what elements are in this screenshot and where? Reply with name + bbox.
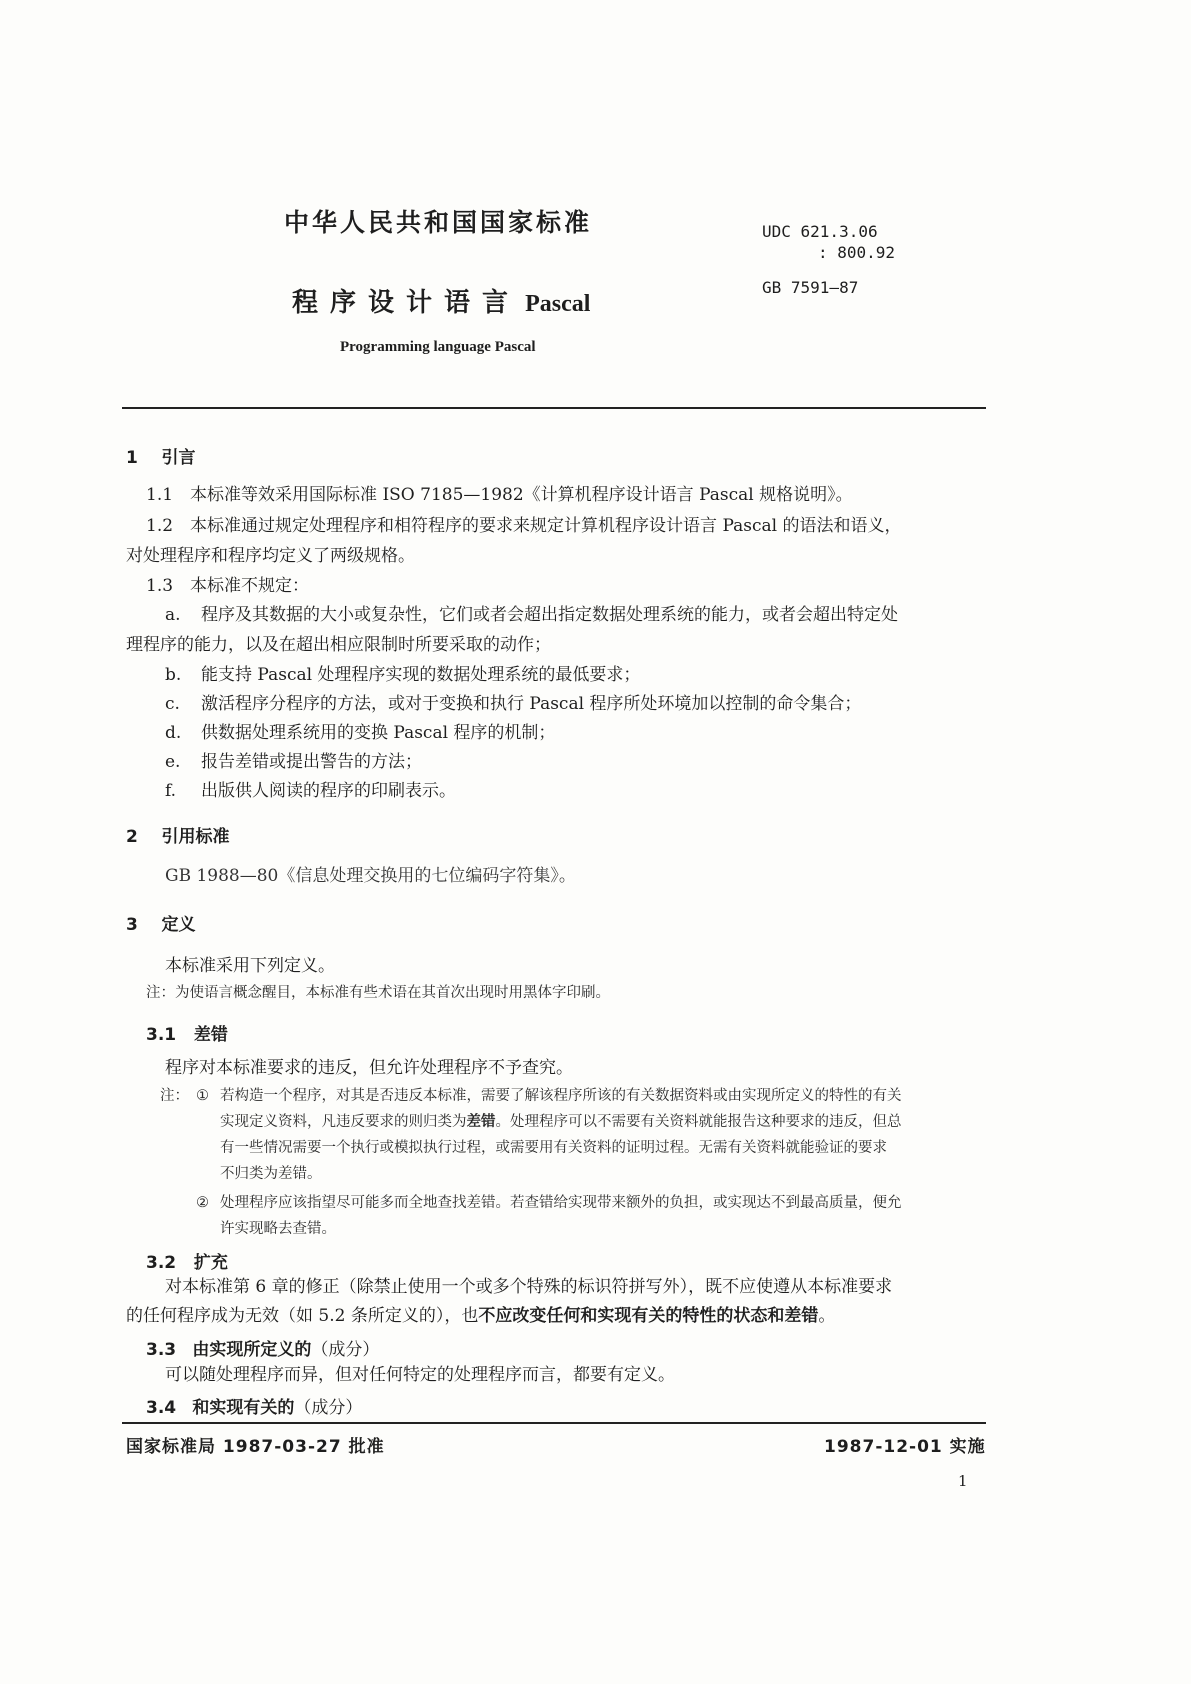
clause-3-2-heading [146, 1248, 228, 1273]
list-item-c [165, 693, 861, 715]
title-pascal: Pascal [525, 291, 591, 317]
note-1-term-error: 差错 [466, 1114, 496, 1130]
clause-3-2-line-2 [126, 1305, 835, 1327]
clause-3-2-title: 扩充 [193, 1253, 228, 1273]
clause-3-4-heading [146, 1393, 362, 1418]
clause-3-1-heading [146, 1020, 228, 1045]
gb-code: GB 7591—87 [762, 278, 859, 297]
title-chinese: 程序设计语言 [292, 288, 521, 318]
note-1-line-4: 不归类为差错。 [220, 1166, 322, 1182]
clause-3-3-heading [146, 1335, 379, 1360]
section-3-heading [126, 910, 196, 935]
section-2-number: 2 [126, 827, 138, 847]
section-2-title: 引用标准 [161, 827, 230, 847]
clause-3-3-title-suffix: （成分） [311, 1340, 380, 1360]
list-item-e-text: 报告差错或提出警告的方法； [201, 752, 422, 772]
clause-1-2-line-1: 1.2 本标准通过规定处理程序和相符程序的要求来规定计算机程序设计语言 Pascal 的语法和语义， [146, 516, 902, 536]
note-1-marker: ① [196, 1088, 209, 1104]
clause-3-1-title: 差错 [193, 1025, 228, 1045]
page-number: 1 [958, 1472, 968, 1490]
clause-3-1-text: 程序对本标准要求的违反，但允许处理程序不予查究。 [165, 1058, 573, 1078]
clause-3-2-line-2-end: 。 [818, 1306, 836, 1326]
footer-rule [122, 1422, 986, 1424]
clause-3-1-number: 3.1 [146, 1025, 177, 1045]
national-standard-heading: 中华人民共和国国家标准 [284, 208, 593, 237]
section-1-title: 引言 [161, 448, 196, 468]
list-item-d-text: 供数据处理系统用的变换 Pascal 程序的机制； [201, 723, 556, 743]
clause-3-2-line-1: 对本标准第 6 章的修正（除禁止使用一个或多个特殊的标识符拼写外），既不应使遵从本标准要求 [165, 1277, 893, 1297]
list-item-a-continuation: 理程序的能力，以及在超出相应限制时所要采取的动作； [126, 635, 551, 655]
list-item-a-label: a. [165, 605, 181, 625]
clause-3-4-title: 和实现有关的 [192, 1398, 295, 1418]
note-1-line-3: 有一些情况需要一个执行或模拟执行过程，或需要用有关资料的证明过程。无需有关资料就能验证的要求 [220, 1140, 887, 1156]
referenced-standard: GB 1988—80《信息处理交换用的七位编码字符集》。 [165, 866, 576, 886]
title-english: Programming language Pascal [340, 339, 536, 355]
clause-1-1: 1.1 本标准等效采用国际标准 ISO 7185—1982《计算机程序设计语言 Pascal 规格说明》。 [146, 485, 853, 505]
clause-3-3-title: 由实现所定义的 [192, 1340, 312, 1360]
clause-1-2-line-2: 对处理程序和程序均定义了两级规格。 [126, 546, 415, 566]
note-1-line-2 [220, 1112, 902, 1132]
section-1-number: 1 [126, 448, 138, 468]
list-item-e [165, 751, 422, 773]
clause-3-3-text: 可以随处理程序而异，但对任何特定的处理程序而言，都要有定义。 [165, 1365, 675, 1385]
approval-line: 国家标准局 1987-03-27 批准 [126, 1437, 385, 1457]
header-rule [122, 407, 986, 409]
note-1-line-2-end: 。处理程序可以不需要有关资料就能报告这种要求的违反，但总 [495, 1114, 902, 1130]
clause-3-2-line-2-start: 的任何程序成为无效（如 5.2 条所定义的），也 [126, 1306, 479, 1326]
list-item-d-label: d. [165, 723, 182, 743]
list-item-d [165, 722, 555, 744]
list-item-e-label: e. [165, 752, 181, 772]
list-item-a [165, 604, 898, 626]
clause-3-2-bold-term: 不应改变任何和实现有关的特性的状态和差错 [478, 1306, 819, 1326]
udc-line-2: : 800.92 [818, 243, 896, 262]
clause-1-3: 1.3 本标准不规定： [146, 576, 310, 596]
list-item-b-label: b. [165, 665, 182, 685]
note-2-marker: ② [196, 1195, 209, 1211]
list-item-c-label: c. [165, 694, 180, 714]
list-item-f-label: f. [165, 781, 177, 801]
clause-3-1-note-label: 注： [160, 1088, 189, 1104]
section-3-note: 注：为使语言概念醒目，本标准有些术语在其首次出现时用黑体字印刷。 [146, 985, 610, 1001]
note-2-line-1: 处理程序应该指望尽可能多而全地查找差错。若查错给实现带来额外的负担，或实现达不到最高质量，便允 [220, 1195, 902, 1211]
section-3-intro: 本标准采用下列定义。 [165, 956, 335, 976]
clause-3-2-number: 3.2 [146, 1253, 177, 1273]
list-item-f-text: 出版供人阅读的程序的印刷表示。 [201, 781, 456, 801]
list-item-c-text: 激活程序分程序的方法，或对于变换和执行 Pascal 程序所处环境加以控制的命令集合； [201, 694, 862, 714]
document-title [292, 282, 590, 319]
list-item-f [165, 780, 456, 802]
udc-line-1: UDC 621.3.06 [762, 222, 878, 241]
section-3-number: 3 [126, 915, 138, 935]
note-2-line-2: 许实现略去查错。 [220, 1221, 336, 1237]
section-1-heading [126, 443, 196, 468]
note-1-line-2-start: 实现定义资料，凡违反要求的则归类为 [220, 1114, 467, 1130]
section-3-title: 定义 [161, 915, 196, 935]
effective-date: 1987-12-01 实施 [824, 1437, 986, 1457]
clause-3-4-number: 3.4 [146, 1398, 177, 1418]
clause-3-3-number: 3.3 [146, 1340, 177, 1360]
list-item-b [165, 664, 640, 686]
clause-3-4-title-suffix: （成分） [294, 1398, 363, 1418]
list-item-b-text: 能支持 Pascal 处理程序实现的数据处理系统的最低要求； [201, 665, 641, 685]
list-item-a-text: 程序及其数据的大小或复杂性，它们或者会超出指定数据处理系统的能力，或者会超出特定处 [201, 605, 898, 625]
section-2-heading [126, 822, 230, 847]
note-1-line-1: 若构造一个程序，对其是否违反本标准，需要了解该程序所该的有关数据资料或由实现所定义的特性的有关 [220, 1088, 902, 1104]
